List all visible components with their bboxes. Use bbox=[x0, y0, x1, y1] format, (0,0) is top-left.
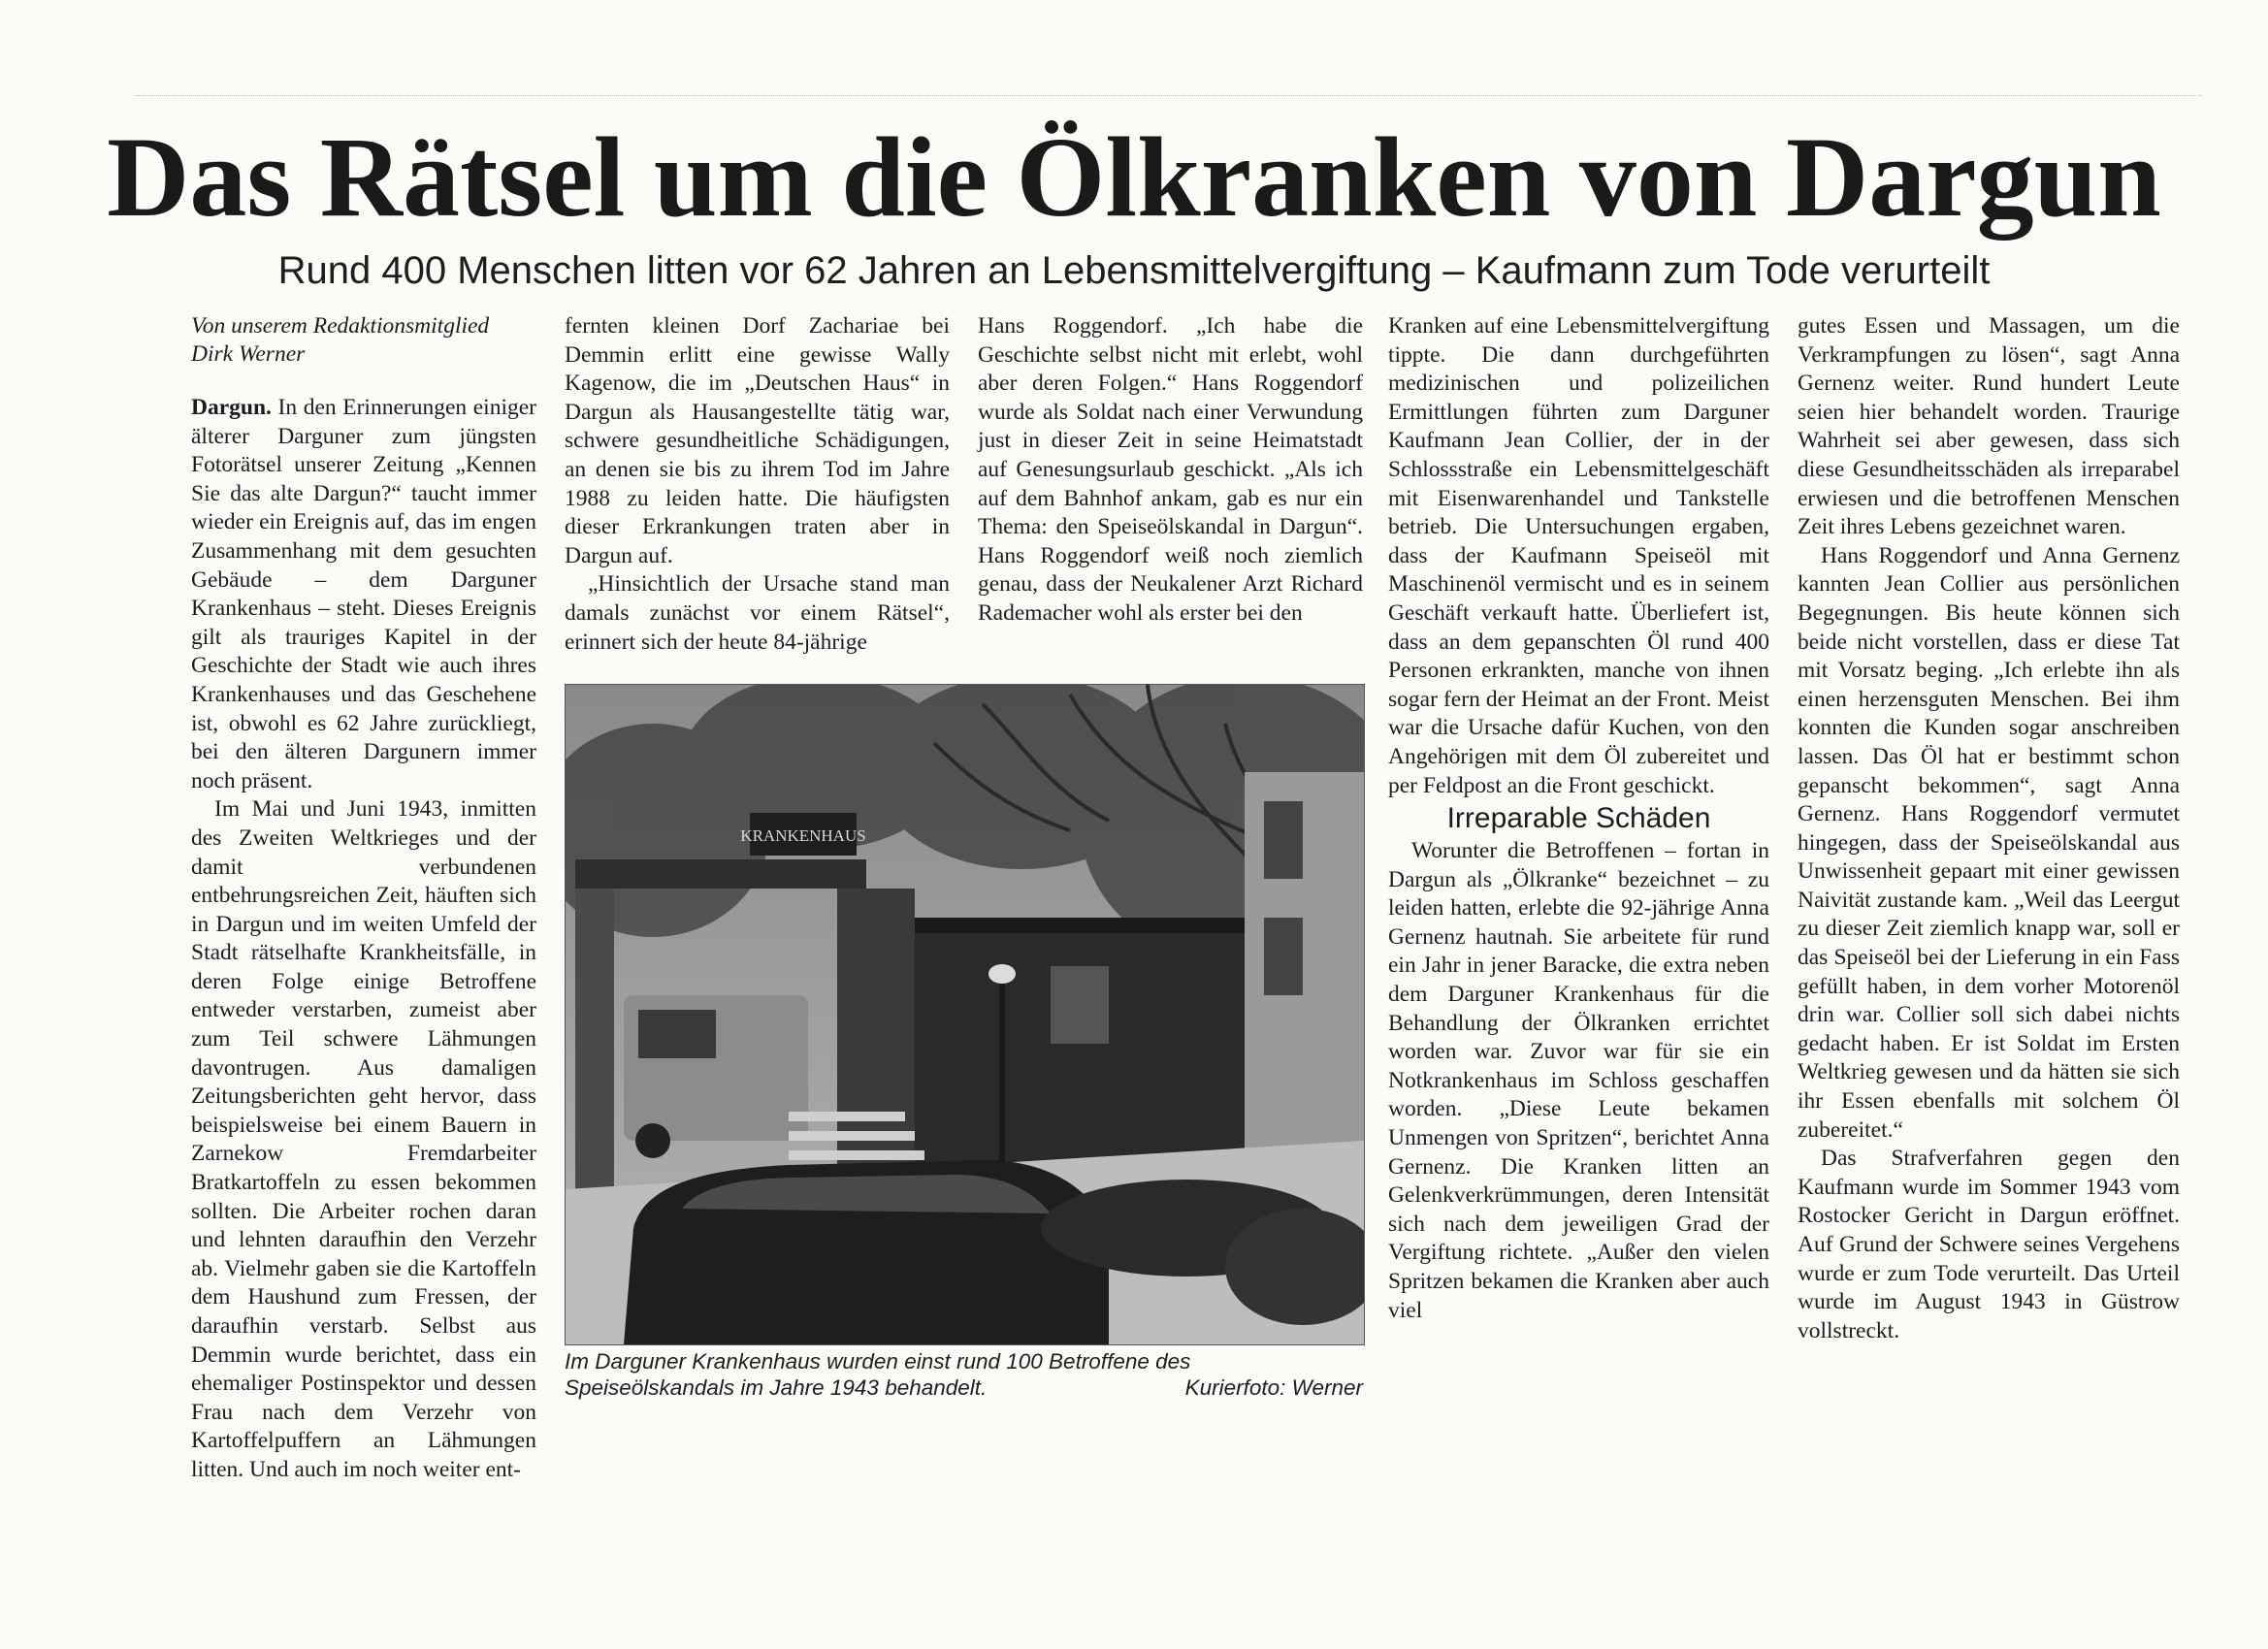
section-subheading: Irreparable Schäden bbox=[1446, 802, 1711, 835]
paragraph-text: In den Erinnerungen einiger älterer Darguner zum jüngsten Fotorätsel unserer Zeitung „Kennen Sie das alte Dargun?“ taucht immer wieder ein Ereignis auf, das im engen Zusammenhang mit dem gesuchten Gebäude – dem Darguner Krankenhaus – steht. Dieses Ereignis gilt als trauriges Kapitel in der Geschichte der Stadt wie auch ihres Krankenhauses und das Geschehene ist, obwohl es 62 Jahre zurückliegt, bei den älteren Dargunern immer noch präsent. bbox=[191, 395, 536, 793]
paragraph: Worunter die Betroffenen – fortan in Dargun als „Ölkranke“ bezeichnet – zu leiden hatten, erlebte die 92-jährige Anna Gernenz hautnah. Sie arbeitete für rund ein Jahr in jener Baracke, die extra neben dem Darguner Krankenhaus für die Behandlung der Ölkranken errichtet worden war. Zuvor war für sie ein Notkrankenhaus im Schloss geschaffen worden. „Diese Leute bekamen Unmengen von Spritzen“, berichtet Anna Gernenz. Die Kranken litten an Gelenkverkrümmungen, deren Intensität sich nach dem jeweiligen Grad der Vergiftung richtete. „Außer den vielen Spritzen bekamen die Kranken aber auch viel bbox=[1388, 838, 1769, 1323]
top-rule bbox=[136, 95, 2202, 96]
article-column-3 bbox=[978, 312, 1363, 629]
dateline: Dargun. bbox=[191, 395, 272, 420]
article-column-4 bbox=[1388, 312, 1769, 1325]
byline-author: Dirk Werner bbox=[191, 341, 306, 367]
article-column-2 bbox=[565, 312, 950, 657]
hospital-photo bbox=[565, 684, 1365, 1345]
paragraph: Hans Roggendorf und Anna Gernenz kannten Jean Collier aus persönlichen Begegnungen. Bis heute können sich beide nicht vorstellen, dass er diese Tat mit Vorsatz beging. „Ich erlebte ihn als einen herzensguten Menschen. Bei ihm konnten die Kunden sogar anschreiben lassen. Das Öl hat er bestimmt schon gepanscht bekommen“, sagt Anna Gernenz. Hans Roggendorf vermutet hingegen, dass der Speiseölskandal aus Unwissenheit gepaart mit einer gewissen Naivität zustande kam. „Weil das Leergut zu dieser Zeit ziemlich knapp war, soll er das Speiseöl bei der Lieferung in ein Fass gefüllt haben, in dem vorher Motorenöl drin war. Collier soll sich dabei nichts gedacht haben. Er ist Soldat im Ersten Weltkrieg gewesen und da hätten sie sich ihr Essen ebenfalls mit solchem Öl zubereitet.“ bbox=[1798, 542, 2180, 1143]
paragraph: Das Strafverfahren gegen den Kaufmann wurde im Sommer 1943 vom Rostocker Gericht in Dargun eröffnet. Auf Grund der Schwere seines Vergehens wurde er zum Tode verurteilt. Das Urteil wurde im August 1943 in Güstrow vollstreckt. bbox=[1798, 1146, 2180, 1343]
headline: Das Rätsel um die Ölkranken von Dargun bbox=[107, 113, 2161, 241]
hospital-photo-image bbox=[566, 685, 1364, 1344]
paragraph: Kranken auf eine Lebensmittelvergiftung tippte. Die dann durchgeführten medizinischen und polizeilichen Ermittlungen führten zum Darguner Kaufmann Jean Collier, der in der Schlossstraße ein Lebensmittelgeschäft mit Eisenwarenhandel und Tankstelle betrieb. Die Untersuchungen ergaben, dass der Kaufmann Speiseöl mit Maschinenöl vermischt und es in seinem Geschäft verkauft hatte. Überliefert ist, dass an dem gepanschten Öl rund 400 Personen erkrankten, manche von ihnen sogar fern der Heimat an der Front. Meist war die Ursache dafür Kuchen, von den Angehörigen mit dem Öl zubereitet und per Feldpost an die Front geschickt. bbox=[1388, 313, 1769, 798]
paragraph: „Hinsichtlich der Ursache stand man damals zunächst vor einem Rätsel“, erinnert sich der heute 84-jährige bbox=[565, 571, 950, 655]
article-column-5 bbox=[1798, 312, 2180, 1345]
byline-line-1: Von unserem Redaktionsmitglied bbox=[191, 313, 490, 339]
photo-credit: Kurierfoto: Werner bbox=[1184, 1375, 1363, 1400]
subheadline: Rund 400 Menschen litten vor 62 Jahren an Lebensmittelvergiftung – Kaufmann zum Tode verurteilt bbox=[277, 249, 1991, 292]
caption-text: Im Darguner Krankenhaus wurden einst rund 100 Betroffene des Speiseölskandals im Jahre 1943 behandelt. bbox=[565, 1349, 1191, 1400]
paragraph: Hans Roggendorf. „Ich habe die Geschichte selbst nicht mit erlebt, wohl aber deren Folgen.“ Hans Roggendorf wurde als Soldat nach einer Verwundung just in dieser Zeit in seine Heimatstadt auf Genesungsurlaub geschickt. „Als ich auf dem Bahnhof ankam, gab es nur ein Thema: den Speiseölskandal in Dargun“. Hans Roggendorf weiß noch ziemlich genau, dass der Neukalener Arzt Richard Rademacher wohl als erster bei den bbox=[978, 313, 1363, 626]
paragraph: fernten kleinen Dorf Zachariae bei Demmin erlitt eine gewisse Wally Kagenow, die im „Deutschen Haus“ in Dargun als Hausangestellte tätig war, schwere gesundheitliche Schädigungen, an denen sie bis zu ihrem Tod im Jahre 1988 zu leiden hatte. Die häufigsten dieser Erkrankungen traten aber in Dargun auf. bbox=[565, 313, 950, 568]
photo-caption bbox=[565, 1348, 1363, 1401]
article-column-1 bbox=[191, 312, 536, 1485]
byline bbox=[191, 312, 536, 369]
paragraph: Im Mai und Juni 1943, inmitten des Zweiten Weltkrieges und der damit verbundenen entbehrungsreichen Zeit, häuften sich in Dargun und im weiten Umfeld der Stadt rätselhafte Krankheitsfälle, in deren Folge einige Betroffene entweder verstarben, zumeist aber zum Teil schwere Lähmungen davontrugen. Aus damaligen Zeitungsberichten geht hervor, dass beispielsweise bei einem Bauern in Zarnekow Fremdarbeiter Bratkartoffeln zu essen bekommen sollten. Die Arbeiter rochen daran und lehnten daraufhin den Verzehr ab. Vielmehr gaben sie die Kartoffeln dem Haushund zum Fressen, der daraufhin verstarb. Selbst aus Demmin wurde berichtet, dass ein ehemaliger Postinspektor und dessen Frau nach dem Verzehr von Kartoffelpuffern an Lähmungen litten. Und auch im noch weiter ent- bbox=[191, 796, 536, 1482]
hospital-sign: KRANKENHAUS bbox=[740, 826, 866, 845]
paragraph: gutes Essen und Massagen, um die Verkrampfungen zu lösen“, sagt Anna Gernenz weiter. Rund hundert Leute seien hier behandelt worden. Traurige Wahrheit sei aber gewesen, dass sich diese Gesundheitsschäden als irreparabel erwiesen und die betroffenen Menschen Zeit ihres Lebens gezeichnet waren. bbox=[1798, 313, 2180, 540]
paragraph bbox=[191, 394, 536, 795]
